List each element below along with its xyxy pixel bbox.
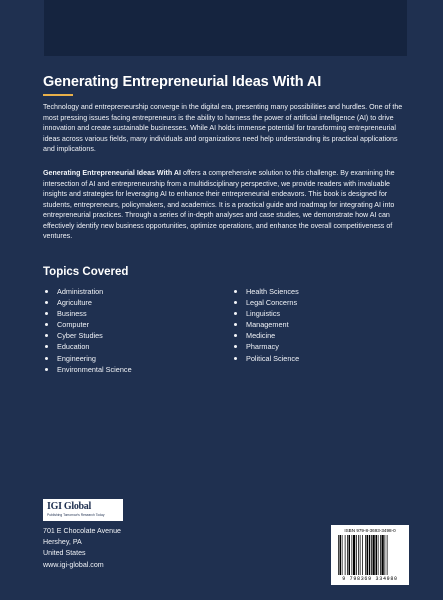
barcode-bar <box>371 535 372 575</box>
publisher-address <box>43 526 121 571</box>
barcode-bar <box>338 535 339 575</box>
cover-top-panel <box>44 0 407 56</box>
topic-item: Computer <box>43 319 132 330</box>
topic-item: Cyber Studies <box>43 330 132 341</box>
barcode-bar <box>378 535 379 575</box>
address-line: United States <box>43 549 86 558</box>
barcode-bar <box>358 535 359 575</box>
description-paragraph-1: Technology and entrepreneurship converge in the digital era, presenting many possibilities and hurdles. One of the most pressing issues facing entrepreneurs is the ability to harness the power of artificial intelligence (AI) to drive innovation and create sustainable businesses. While AI holds immense potential for transforming entrepreneurial ideas across various fields, many individuals and organizations need help understanding its practical applications and implications. <box>43 103 403 153</box>
topics-list-left <box>43 286 132 375</box>
barcode-bar <box>380 535 381 575</box>
barcode-bar <box>360 535 361 575</box>
igi-global-logo <box>43 499 123 521</box>
barcode-bar <box>352 535 353 575</box>
topics-heading: Topics Covered <box>43 266 129 278</box>
barcode-icon <box>337 535 403 575</box>
paragraph-2-text: offers a comprehensive solution to this challenge. By examining the intersection of AI and entrepreneurship from a multidisciplinary perspective, we provide readers with invaluable insights and strategies for leveraging AI to enhance their entrepreneurial endeavors. This book is designed for students, entrepreneurs, policymakers, and academics. It is a practical guide and roadmap for integrating AI into entrepreneurial practices. Through a series of in-depth analyses and case studies, we demonstrate how AI can effectively identify new business opportunities, optimize operations, and enhance the overall competitiveness of ventures. <box>43 169 395 240</box>
topic-item: Administration <box>43 286 132 297</box>
barcode-digits: 9 798369 334980 <box>342 576 398 582</box>
isbn-label: ISBN 979-8-3693-3498-0 <box>344 528 396 533</box>
barcode-bar <box>385 535 386 575</box>
isbn-barcode-box <box>331 525 409 585</box>
barcode-bar <box>342 535 343 575</box>
topic-item: Health Sciences <box>232 286 299 297</box>
topic-item: Agriculture <box>43 297 132 308</box>
topic-item: Business <box>43 308 132 319</box>
barcode-bar <box>347 535 348 575</box>
topic-item: Management <box>232 319 299 330</box>
barcode-bar <box>376 535 378 575</box>
address-line: Hershey, PA <box>43 538 82 547</box>
topic-item: Environmental Science <box>43 364 132 375</box>
topic-item: Engineering <box>43 353 132 364</box>
barcode-bar <box>365 535 366 575</box>
barcode-bar <box>362 535 363 575</box>
barcode-bar <box>345 535 346 575</box>
barcode-bar <box>367 535 369 575</box>
topic-item: Legal Concerns <box>232 297 299 308</box>
address-line: 701 E Chocolate Avenue <box>43 527 121 535</box>
barcode-bar <box>373 535 375 575</box>
topic-item: Pharmacy <box>232 341 299 352</box>
topic-item: Political Science <box>232 353 299 364</box>
topic-item: Medicine <box>232 330 299 341</box>
logo-tagline: Publishing Tomorrow's Research Today <box>47 513 105 517</box>
topic-item: Education <box>43 341 132 352</box>
publisher-website: www.igi-global.com <box>43 560 104 569</box>
barcode-bar <box>349 535 351 575</box>
topic-item: Linguistics <box>232 308 299 319</box>
description-paragraph-2 <box>43 168 408 242</box>
title-accent-rule <box>43 94 73 96</box>
topics-list-right <box>232 286 299 364</box>
barcode-bar <box>382 535 384 575</box>
barcode-bar <box>356 535 357 575</box>
barcode-bar <box>340 535 342 575</box>
barcode-bar <box>387 535 388 575</box>
barcode-bar <box>369 535 371 575</box>
logo-wordmark: IGI Global <box>47 501 91 512</box>
book-title: Generating Entrepreneurial Ideas With AI <box>43 74 322 90</box>
barcode-bar <box>353 535 355 575</box>
paragraph-2-book-title: Generating Entrepreneurial Ideas With AI <box>43 169 182 177</box>
